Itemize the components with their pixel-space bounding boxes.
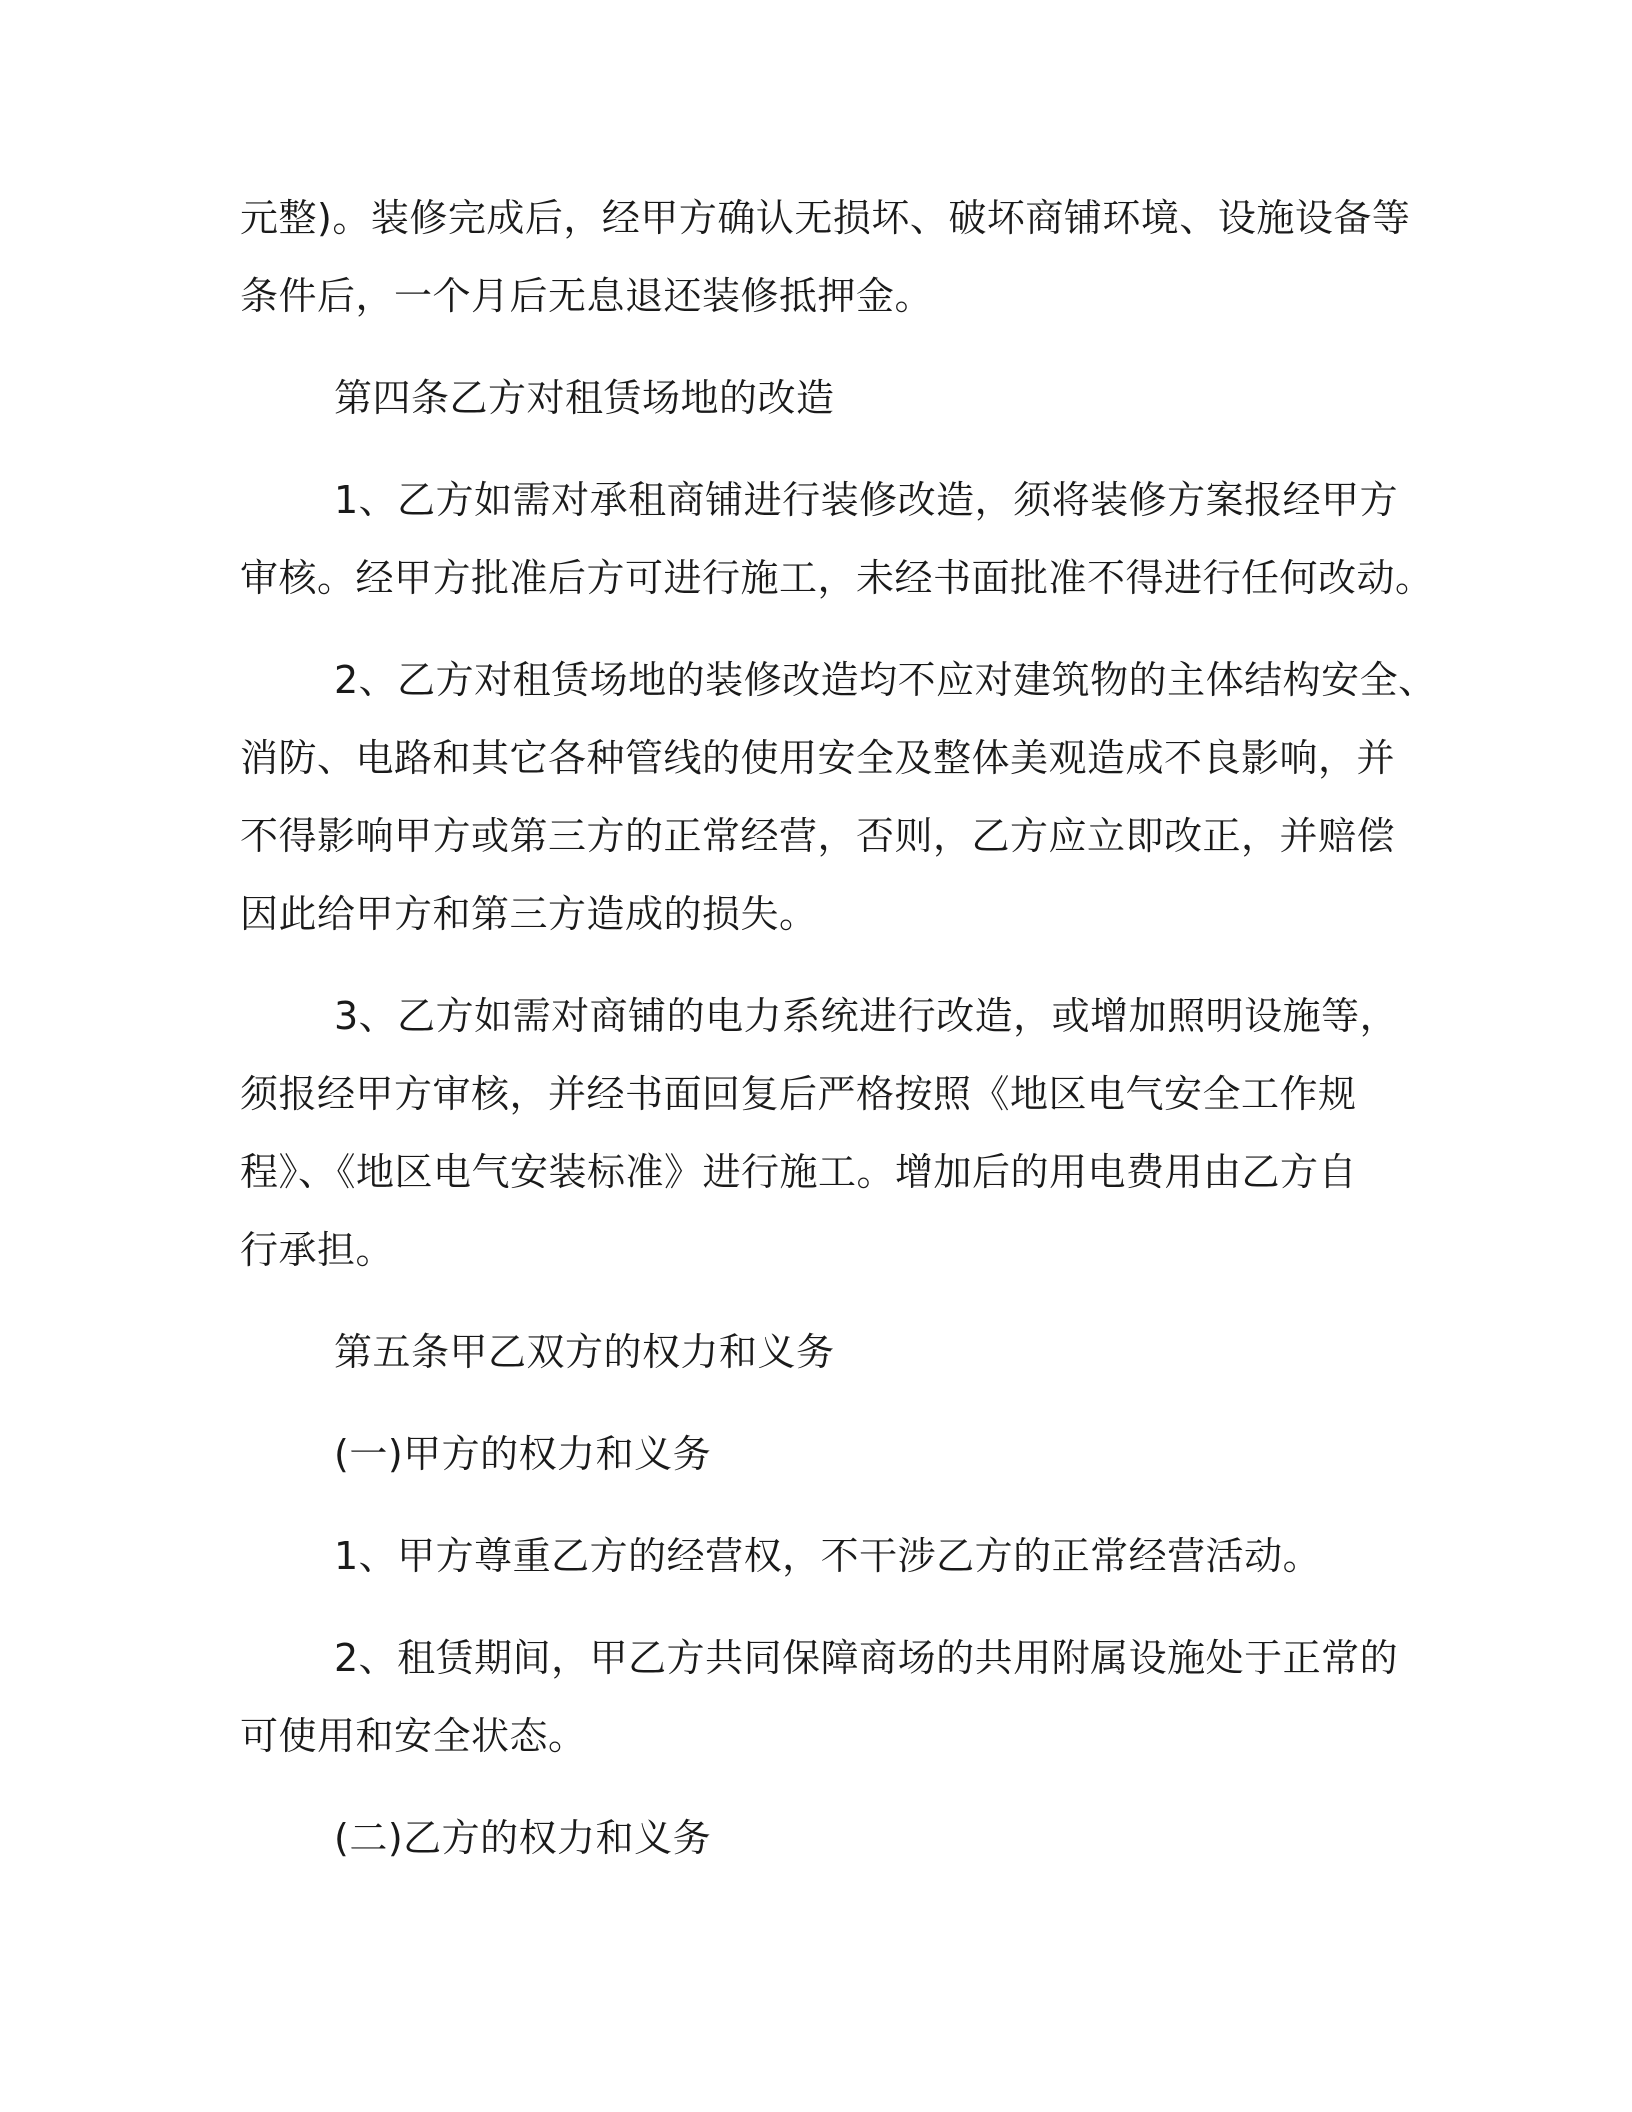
text-line-2: 条件后，一个月后无息退还装修抵押金。 bbox=[240, 274, 934, 318]
text-line-4: 1、乙方如需对承租商铺进行装修改造，须将装修方案报经甲方 bbox=[334, 478, 1399, 522]
text-line-7: 消防、电路和其它各种管线的使用安全及整体美观造成不良影响，并 bbox=[240, 736, 1396, 780]
text-line-13: 行承担。 bbox=[240, 1228, 395, 1272]
text-line-6: 2、乙方对租赁场地的装修改造均不应对建筑物的主体结构安全、 bbox=[334, 658, 1437, 702]
text-line-1: 元整)。装修完成后，经甲方确认无损坏、破坏商铺环境、设施设备等 bbox=[240, 196, 1411, 240]
section-2-heading: (二)乙方的权力和义务 bbox=[334, 1816, 712, 1860]
text-line-8: 不得影响甲方或第三方的正常经营，否则，乙方应立即改正，并赔偿 bbox=[240, 814, 1396, 858]
text-line-16: 1、甲方尊重乙方的经营权，不干涉乙方的正常经营活动。 bbox=[334, 1534, 1322, 1578]
text-line-18: 可使用和安全状态。 bbox=[240, 1714, 587, 1758]
text-line-17: 2、租赁期间，甲乙方共同保障商场的共用附属设施处于正常的 bbox=[334, 1636, 1399, 1680]
text-line-5: 审核。经甲方批准后方可进行施工，未经书面批准不得进行任何改动。 bbox=[240, 556, 1434, 600]
text-line-12: 程》、《地区电气安装标准》进行施工。增加后的用电费用由乙方自 bbox=[240, 1150, 1358, 1194]
article-5-heading: 第五条甲乙双方的权力和义务 bbox=[334, 1330, 835, 1374]
section-1-heading: (一)甲方的权力和义务 bbox=[334, 1432, 712, 1476]
text-line-10: 3、乙方如需对商铺的电力系统进行改造，或增加照明设施等， bbox=[334, 994, 1399, 1038]
text-line-11: 须报经甲方审核，并经书面回复后严格按照《地区电气安全工作规 bbox=[240, 1072, 1357, 1116]
text-line-9: 因此给甲方和第三方造成的损失。 bbox=[240, 892, 818, 936]
article-4-heading: 第四条乙方对租赁场地的改造 bbox=[334, 376, 835, 420]
